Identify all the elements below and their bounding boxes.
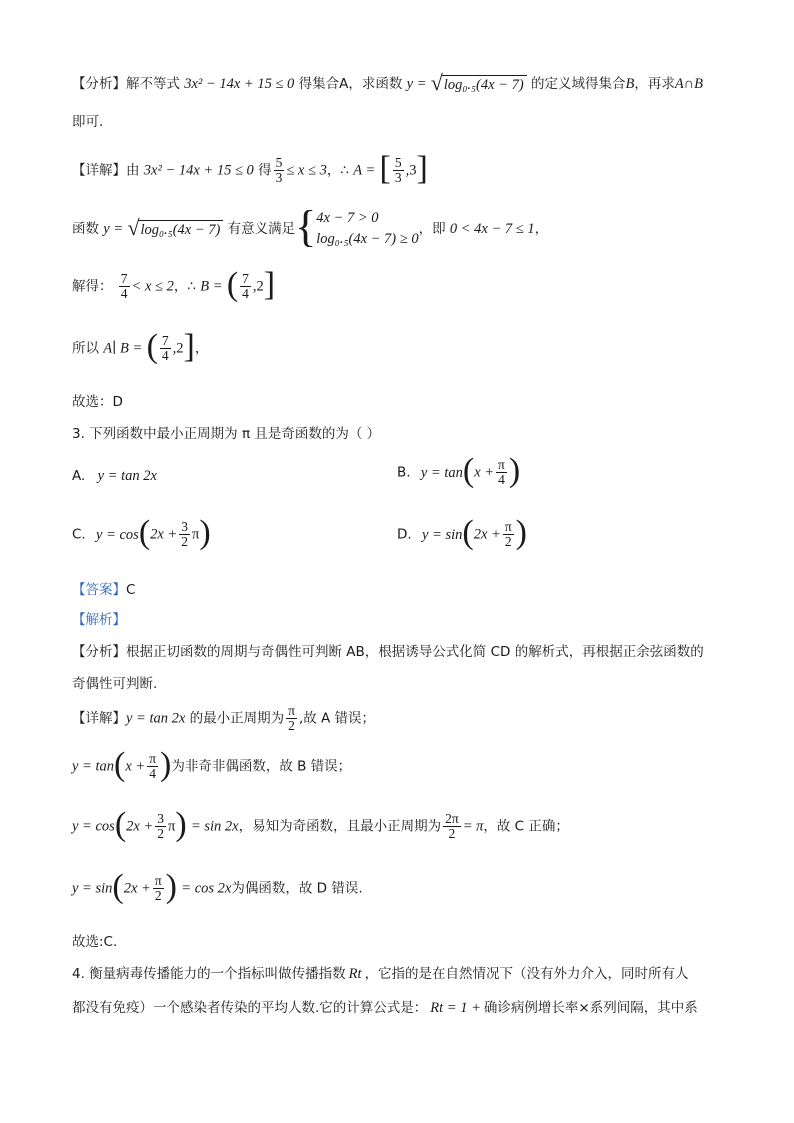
q2-analysis-cont: 即可. [72, 114, 104, 130]
q3-stem: 3. 下列函数中最小正周期为 π 且是奇函数的为（ ） [72, 426, 381, 442]
q2-analysis-line: 【分析】解不等式 3x² − 14x + 15 ≤ 0 得集合A，求函数 y = √ log₀.₅(4x − 7) 的定义域得集合B，再求A∩B [72, 69, 704, 95]
sqrt-expression: √ log₀.₅(4x − 7) [127, 220, 223, 239]
fraction: $\frac{5}{3}$ [275, 155, 283, 186]
q3-detail-a: 【详解】y = tan 2x 的最小正周期为 $\frac{\pi}{2}$ ,故 A 错误； [72, 703, 376, 734]
q4-line-1: 4. 衡量病毒传播能力的一个指标叫做传播指数 Rt ，它指的是在自然情况下（没有外力介入，同时所有人 [72, 966, 689, 982]
q3-detail-c: y = cos(2x + $\frac{3}{2}$ π) = sin 2x，易知为奇函数，且最小正周期为 $\frac{2\pi}{2}$ = π，故 C 正确； [72, 805, 569, 843]
explain-tag: 【解析】 [72, 612, 126, 628]
q2-domain-line: 函数 y = √ log₀.₅(4x − 7) 有意义满足{4x − 7 > 0 log₀.₅(4x − 7) ≥ 0，即 0 < 4x − 7 ≤ 1， [72, 202, 549, 252]
answer-value: C [126, 582, 136, 598]
inequality: 3x² − 14x + 15 ≤ 0 [184, 76, 295, 92]
detail-tag: 【详解】 [72, 162, 126, 179]
answer-line [72, 578, 135, 598]
q3-detail-b: y = tan(x + $\frac{\pi}{4}$ )为非奇非偶函数，故 B 错误； [72, 745, 352, 783]
condition-system: 4x − 7 > 0 log₀.₅(4x − 7) ≥ 0 [316, 210, 419, 248]
sqrt-expression: √ log₀.₅(4x − 7) [431, 75, 527, 94]
option-d: D. y = sin(2x + $\frac{\pi}{2}$ ) [397, 513, 527, 551]
q2-solve-line: 解得： $\frac{7}{4}$ < x ≤ 2，∴ B = ( $\frac{7}{4}$ ,2] [72, 265, 276, 303]
option-b: B. y = tan(x + $\frac{\pi}{4}$ ) [397, 451, 521, 489]
q3-analysis-cont: 奇偶性可判断. [72, 676, 158, 692]
q3-analysis-line: 【分析】根据正切函数的周期与奇偶性可判断 AB，根据诱导公式化简 CD 的解析式，再根据正余弦函数的 [72, 644, 704, 660]
q3-choose: 故选:C. [72, 934, 118, 950]
fraction: $\frac{7}{4}$ [120, 271, 128, 302]
q4-line-2: 都没有免疫）一个感染者传染的平均人数.它的计算公式是： Rt = 1 + 确诊病例增长率×系列间隔，其中系 [72, 1000, 698, 1016]
q2-detail-line: 【详解】由 3x² − 14x + 15 ≤ 0 得 $\frac{5}{3}$ ≤ x ≤ 3，∴ A = [ $\frac{5}{3}$ ,3] [72, 149, 428, 187]
q2-choose: 故选：D [72, 394, 123, 410]
fraction: $\frac{5}{3}$ [394, 155, 402, 186]
q2-conclusion-line: 所以 A∣ B = ( $\frac{7}{4}$ ,2]， [72, 327, 209, 365]
option-a: A. y = tan 2x [72, 468, 157, 484]
q3-detail-d: y = sin(2x + $\frac{\pi}{2}$ ) = cos 2x为偶函数，故 D 错误. [72, 867, 363, 905]
fraction: $\frac{7}{4}$ [161, 333, 169, 364]
option-c: C. y = cos(2x + $\frac{3}{2}$ π) [72, 513, 211, 551]
answer-tag: 【答案】 [72, 582, 126, 598]
fraction: $\frac{7}{4}$ [242, 271, 249, 302]
analysis-tag: 【分析】 [72, 76, 126, 92]
